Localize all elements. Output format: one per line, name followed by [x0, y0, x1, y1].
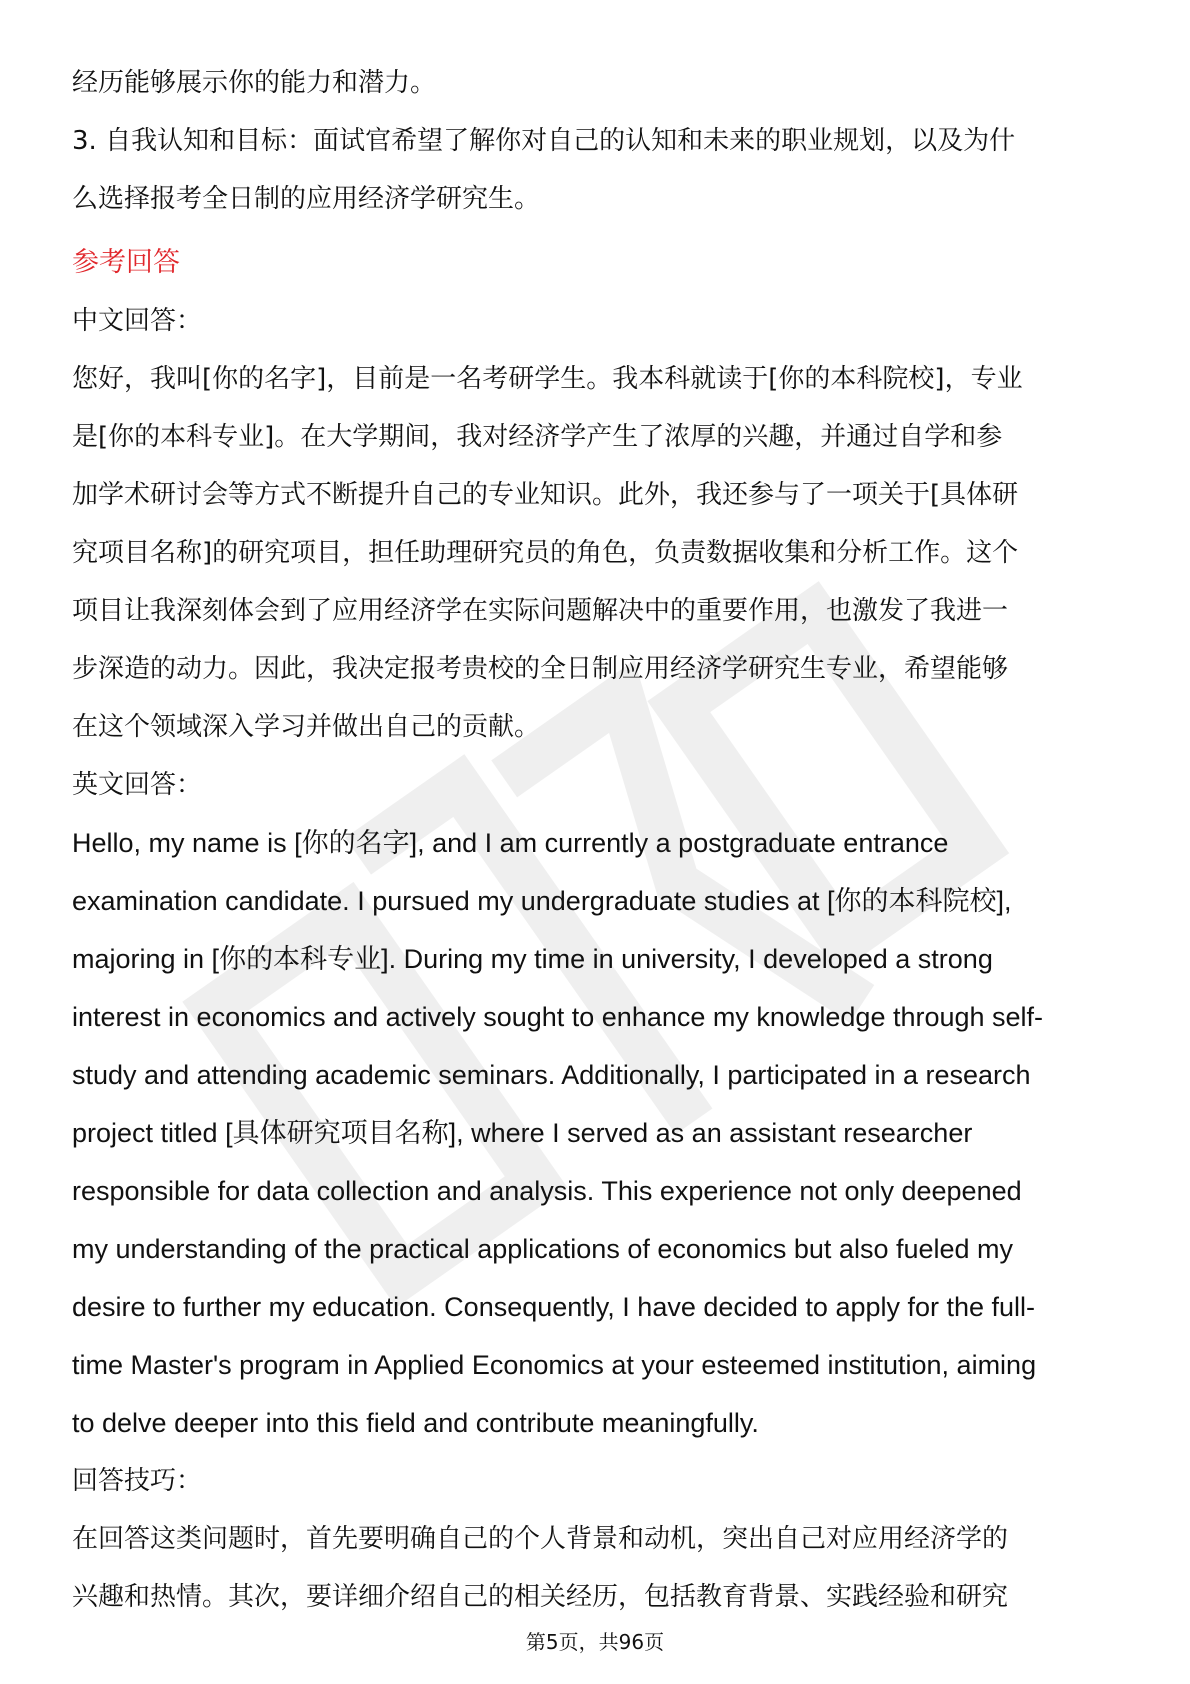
chinese-answer-heading: 中文回答： — [72, 306, 203, 336]
intro-line: 么选择报考全日制的应用经济学研究生。 — [72, 184, 541, 214]
english-answer-line: desire to further my education. Consequently, I have decided to apply for the full- — [72, 1292, 1036, 1322]
english-answer-line: to delve deeper into this field and contribute meaningfully. — [72, 1408, 759, 1438]
english-answer-line: study and attending academic seminars. Additionally, I participated in a research — [72, 1060, 1031, 1090]
chinese-answer-line: 步深造的动力。因此，我决定报考贵校的全日制应用经济学研究生专业，希望能够 — [72, 654, 1009, 684]
page-number-footer: 第5页，共96页 — [525, 1630, 665, 1654]
answer-tips-heading: 回答技巧： — [72, 1466, 203, 1496]
english-answer-line: my understanding of the practical applications of economics but also fueled my — [72, 1234, 1014, 1264]
english-answer-line: majoring in [你的本科专业]. During my time in university, I developed a strong — [72, 944, 993, 974]
chinese-answer-line: 是[你的本科专业]。在大学期间，我对经济学产生了浓厚的兴趣，并通过自学和参 — [72, 422, 1003, 452]
intro-line: 经历能够展示你的能力和潜力。 — [72, 68, 437, 98]
english-answer-line: time Master's program in Applied Economics at your esteemed institution, aiming — [72, 1350, 1037, 1380]
chinese-answer-line: 加学术研讨会等方式不断提升自己的专业知识。此外，我还参与了一项关于[具体研 — [72, 480, 1019, 510]
chinese-answer-line: 项目让我深刻体会到了应用经济学在实际问题解决中的重要作用，也激发了我进一 — [72, 596, 1009, 626]
english-answer — [72, 814, 1122, 1452]
chinese-answer-line: 在这个领域深入学习并做出自己的贡献。 — [72, 712, 541, 742]
english-answer-line: interest in economics and actively sought to enhance my knowledge through self- — [72, 1002, 1044, 1032]
intro-line: 3. 自我认知和目标：面试官希望了解你对自己的认知和未来的职业规划，以及为什 — [72, 126, 1016, 156]
english-answer-heading: 英文回答： — [72, 770, 203, 800]
answer-tips — [72, 1510, 1122, 1626]
english-answer-line: responsible for data collection and analysis. This experience not only deepened — [72, 1176, 1022, 1206]
chinese-answer — [72, 350, 1122, 756]
answer-tips-line: 在回答这类问题时，首先要明确自己的个人背景和动机，突出自己对应用经济学的 — [72, 1524, 1009, 1554]
answer-tips-line: 兴趣和热情。其次，要详细介绍自己的相关经历，包括教育背景、实践经验和研究 — [72, 1582, 1009, 1612]
english-answer-line: examination candidate. I pursued my undergraduate studies at [你的本科院校], — [72, 886, 1012, 916]
chinese-answer-line: 您好，我叫[你的名字]，目前是一名考研学生。我本科就读于[你的本科院校]，专业 — [72, 364, 1023, 394]
english-answer-line: Hello, my name is [你的名字], and I am currently a postgraduate entrance — [72, 828, 949, 858]
chinese-answer-line: 究项目名称]的研究项目，担任助理研究员的角色，负责数据收集和分析工作。这个 — [72, 538, 1019, 568]
reference-answer-heading: 参考回答 — [72, 247, 180, 278]
intro-section — [72, 54, 1122, 228]
document-body — [72, 54, 1122, 1626]
english-answer-line: project titled [具体研究项目名称], where I served as an assistant researcher — [72, 1118, 973, 1148]
